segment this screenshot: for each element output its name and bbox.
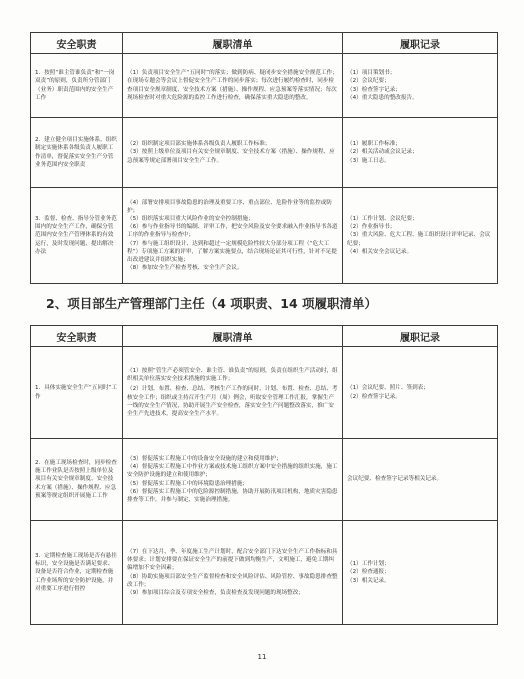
- list-item: （4）督促落实工程施工中作业方案或技术施工组织方案中安全措施的组织实施，施工安全防护设施的建立和使用维护；: [127, 464, 338, 479]
- list-item: （1）负责项目安全生产“五同时”的落实；做到防病、疑闭步安全措施安全规范工作；在现场专题会等会议上督促安全生产工作的同步落实；每次进行履约检查时，同步检查项目安全规章制度、安全技术方案（措施）、操作规程、应急预案等落实情况；每次现场检查时对重大危险源的监控工作进行检查，确保落实重大隐患的整改。: [127, 70, 338, 101]
- header-list: 履职清单: [123, 326, 343, 347]
- record-item: （3）施工日志。: [347, 157, 390, 164]
- table-row: [31, 347, 498, 439]
- table-row: [31, 439, 498, 521]
- list-cell: [123, 54, 343, 118]
- record-item: （2）相关活动或会议记录；: [347, 149, 418, 156]
- table-row: [31, 118, 498, 188]
- list-item: （7）参与施工组织设计、达到和超过一定规模危险性较大分部分项工程（“危大工程”）专项施工方案的评审，了解方案实施要点，结合现场论证其可行性，针对不足提出改进建议并组织实施；: [127, 240, 337, 263]
- record-item: （1）工作计划、会议纪要；: [347, 215, 418, 222]
- record-item: 会议纪要、检查签字记录等相关记录。: [347, 476, 443, 483]
- table-row: [31, 54, 498, 118]
- header-duty: 安全职责: [31, 33, 123, 54]
- list-item: （6）参与作业指导书的编制、评审工作，把安全风险及安全要求融入作业指导书各道工序的作业指导与检查中；: [127, 224, 338, 239]
- table-header-row: [31, 33, 498, 54]
- duty-cell: 1．具体实施安全生产“五同时”工作: [31, 347, 123, 439]
- list-item: （8）参加安全生产检查考核、安全生产会议。: [127, 265, 243, 272]
- records-cell: [343, 521, 498, 625]
- record-item: （3）重大风险、危大工程、施工组织设计评审记录、会议纪要；: [347, 232, 491, 247]
- list-cell: [123, 188, 343, 284]
- records-cell: [343, 54, 498, 118]
- duty-table-1: [30, 32, 498, 284]
- header-list: 履职清单: [123, 33, 343, 54]
- header-records: 履职记录: [343, 33, 498, 54]
- duty-table-2: [30, 325, 498, 625]
- record-item: （3）相关记录。: [347, 577, 390, 584]
- list-cell: [123, 521, 343, 625]
- list-item: （4）部署安排项目事故隐患的治理及重要工序、重点部位、危险作业等的监控或防护；: [127, 199, 332, 214]
- list-item: （6）督促落实工程施工中的危险源控制措施，协助开展防汛项目机构，地质灾害隐患排查等工作，并参与制定、实施治理措施。: [127, 488, 338, 503]
- page-number: 11: [257, 653, 267, 661]
- list-item: （5）组织落实项目重大风险作业的安全控制措施；: [127, 215, 254, 222]
- list-item: （2）组织制定项目部实施体系各级负责人履职工作标准；: [127, 141, 271, 148]
- records-cell: [343, 347, 498, 439]
- list-item: （2）计划、布置、检查、总结、考核生产工作的同时，计划、布置、检查、总结、考核安全工作；组织或主持召开生产月（周）例会，听取安全管理工作汇报，掌握生产一线的安全生产情况，协助开展生产安全检查，落实安全生产问题整改落实，推广安全生产先进技术，提高安全生产水平。: [127, 386, 338, 417]
- header-records: 履职记录: [343, 326, 498, 347]
- record-item: （4）相关安全会议记录。: [347, 248, 413, 255]
- record-item: （1）项目策划书；: [347, 70, 396, 77]
- record-item: （1）工作计划；: [347, 561, 390, 568]
- record-item: （2）会议纪要；: [347, 78, 390, 85]
- list-item: （3）督促落实工程施工中的设备安全设施的建立和使用维护；: [127, 455, 282, 462]
- header-duty: 安全职责: [31, 326, 123, 347]
- list-item: （5）督促落实工程施工中的环境隐患治理措施；: [127, 480, 249, 487]
- duty-cell: 3．监督、检查、指导分管业务范围内的安全生产工作，确保分管范围内安全生产管理体系的有效运行，及时发现问题，提出解决办法: [31, 188, 123, 284]
- duty-cell: 3．定期检查施工现场是否有悬挂标识，安全设施是否满足要求、设备是否符合作业，定期检查施工作业场所的安全防护设施，并对重要工序进行督控: [31, 521, 123, 625]
- list-cell: [123, 439, 343, 521]
- duty-cell: 2．建立健全项目实施体系，组织制定实施体系各级负责人履职工作清单，督促落实安全生产分管业务范围内安全职责: [31, 118, 123, 188]
- records-cell: [343, 188, 498, 284]
- table-row: [31, 521, 498, 625]
- record-item: （1）履职工作标准；: [347, 141, 401, 148]
- list-cell: [123, 118, 343, 188]
- records-cell: [343, 118, 498, 188]
- list-item: （3）按照上级单位及项目有关安全规章制度、安全技术方案（措施）、操作规程、应急预案等规定部署项目安全生产工作。: [127, 149, 335, 164]
- record-item: （2）检查通报；: [347, 569, 390, 576]
- table-header-row: [31, 326, 498, 347]
- record-item: （2）检查签字记录。: [347, 393, 401, 400]
- list-item: （1）按照“管生产必须管安全、谁主管、谁负责”的原则，负责在组织生产活动时，组织相关单位落实安全技术措施的实施工作；: [127, 367, 338, 383]
- list-cell: [123, 347, 343, 439]
- record-item: （1）会议纪要、照片、签到表；: [347, 385, 429, 392]
- record-item: （2）作业指导书；: [347, 224, 396, 231]
- table-row: [31, 188, 498, 284]
- record-item: （4）重大隐患的整改报告。: [347, 94, 418, 101]
- record-item: （3）检查签字记录；: [347, 86, 401, 93]
- list-item: （7）在下达月、季、年度施工生产计划时，配合安全部门下达安全生产工作指标和具体要求；计划安排要在保证安全生产的前提下做到均衡生产，文明施工，避免工期纠偏增加不安全因素；: [127, 548, 338, 572]
- list-item: （9）参加项目综合及专项安全检查，负责检查及发现问题的现场整改；: [127, 589, 304, 596]
- section-heading: 2、项目部生产管理部门主任（4 项职责、14 项履职清单）: [46, 296, 377, 311]
- duty-cell: 2．在施工现场检查时，同步检查施工作业队是否按照上级单位及项目有关安全规章制度、安全技术方案（措施）、操作规程、应急预案等规定组织开展施工工作: [31, 439, 123, 521]
- records-cell: [343, 439, 498, 521]
- duty-cell: 1．按照“谁主管谁负责”和“一岗双责”的原则，负责所分管部门（业务）职责范围内的安全生产工作: [31, 54, 123, 118]
- list-item: （8）协助实施项目部安全生产监督检查和安全风险评估、风险管控、事故隐患排查整改工作；: [127, 573, 338, 588]
